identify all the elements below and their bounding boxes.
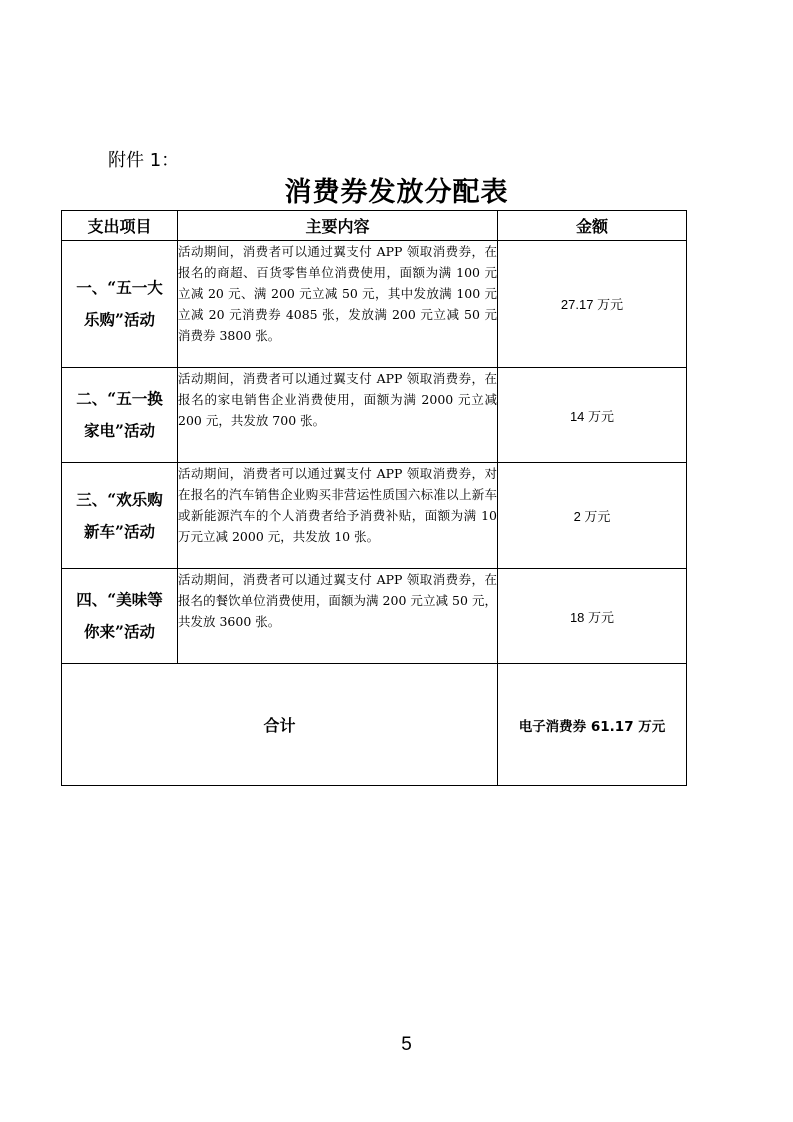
item-name-line: 家电”活动 xyxy=(84,421,155,441)
item-name-line: 一、“五一大 xyxy=(76,277,163,297)
attachment-label: 附件 1： xyxy=(108,150,180,171)
content-cell: 活动期间，消费者可以通过翼支付 APP 领取消费券，对在报名的汽车销售企业购买非营运性质国六标准以上新车或新能源汽车的个人消费者给予消费补贴，面额为满 10 万元立减 2000 元，共发放 10 张。 xyxy=(178,463,498,569)
header-content: 主要内容 xyxy=(178,211,498,241)
item-name-line: 四、“美味等 xyxy=(76,590,163,610)
page-number: 5 xyxy=(401,1034,412,1055)
item-cell xyxy=(62,568,178,663)
table-row xyxy=(62,367,687,462)
amount-cell: 27.17 万元 xyxy=(498,241,687,368)
amount-cell: 18 万元 xyxy=(498,568,687,663)
total-row xyxy=(62,664,687,786)
header-item: 支出项目 xyxy=(62,211,178,241)
item-name-line: 新车”活动 xyxy=(84,521,155,541)
item-cell xyxy=(62,463,178,569)
content-cell: 活动期间，消费者可以通过翼支付 APP 领取消费券，在报名的商超、百货零售单位消费使用，面额为满 100 元立减 20 元、满 200 元立减 50 元，其中发放满 100 元立减 20 元消费券 4085 张，发放满 200 元立减 50 元消费券 3800 张。 xyxy=(178,241,498,368)
content-cell: 活动期间，消费者可以通过翼支付 APP 领取消费券，在报名的餐饮单位消费使用，面额为满 200 元立减 50 元，共发放 3600 张。 xyxy=(178,568,498,663)
item-cell xyxy=(62,367,178,462)
item-cell xyxy=(62,241,178,368)
content-cell: 活动期间，消费者可以通过翼支付 APP 领取消费券，在报名的家电销售企业消费使用，面额为满 2000 元立减 200 元，共发放 700 张。 xyxy=(178,367,498,462)
table-header-row xyxy=(62,211,687,241)
table-row xyxy=(62,568,687,663)
document-title: 消费券发放分配表 xyxy=(284,177,509,208)
header-amount: 金额 xyxy=(498,211,687,241)
total-value: 电子消费券 61.17 万元 xyxy=(498,664,687,786)
table-row xyxy=(62,463,687,569)
amount-cell: 14 万元 xyxy=(498,367,687,462)
amount-cell: 2 万元 xyxy=(498,463,687,569)
allocation-table xyxy=(61,210,687,786)
table-row xyxy=(62,241,687,368)
item-name-line: 你来”活动 xyxy=(84,622,155,642)
item-name-line: 乐购”活动 xyxy=(84,309,155,329)
item-name-line: 三、“欢乐购 xyxy=(76,489,163,509)
total-label: 合计 xyxy=(62,664,498,786)
item-name-line: 二、“五一换 xyxy=(76,389,163,409)
